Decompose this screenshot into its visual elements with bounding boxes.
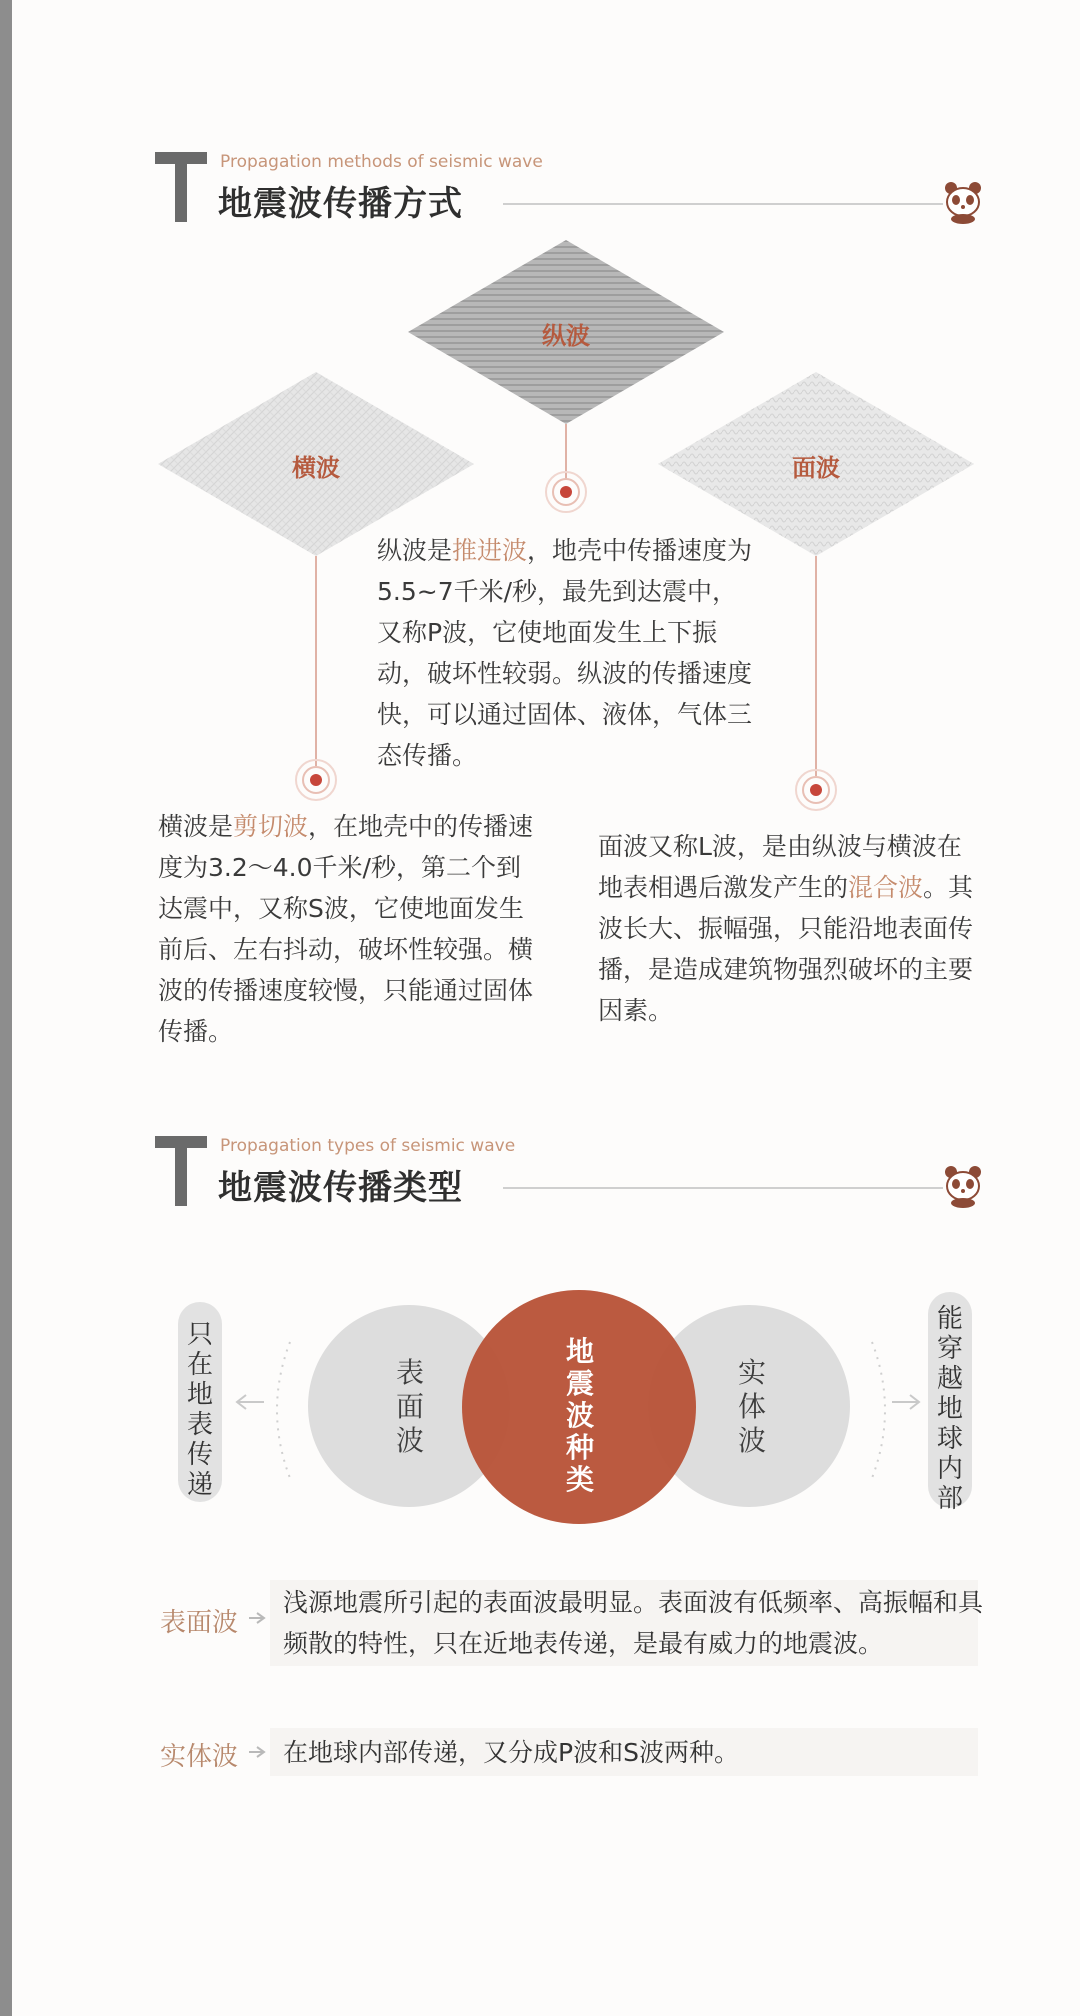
transverse-wave-label: 横波: [292, 454, 340, 482]
paragraph-text: 。其波长大、振幅强，只能沿地表面传播，是造成建筑物强烈破坏的主要因素。: [598, 873, 974, 1025]
section1-title: 地震波传播方式: [218, 184, 463, 224]
section1-subtitle: Propagation methods of seismic wave: [220, 152, 543, 172]
panda-icon: [943, 180, 983, 224]
target-icon: [294, 758, 338, 802]
t-logo: [155, 1136, 207, 1206]
paragraph-text: 面波又称L波，是由纵波与横波在地表相遇后激发产生的: [598, 832, 962, 902]
surface-wave-circle-label: 表 面 波: [395, 1356, 424, 1457]
right-note-text: 能 穿 越 地 球 内 部: [936, 1304, 963, 1514]
divider-line: [503, 1187, 943, 1189]
body-wave-circle-label: 实 体 波: [737, 1356, 766, 1457]
dotted-arc: [870, 1340, 900, 1484]
surface-wave-label: 面波: [792, 454, 840, 482]
seismic-types-label: 地 震 波 种 类: [565, 1335, 594, 1496]
highlight-term: 推进波: [452, 536, 528, 565]
connector-line: [315, 556, 317, 766]
arrow-right-icon: [248, 1744, 266, 1763]
section2-header: [155, 1136, 985, 1216]
highlight-term: 混合波: [848, 873, 924, 902]
target-icon: [794, 768, 838, 812]
row-text-body: 在地球内部传递，又分成P波和S波两种。: [283, 1738, 739, 1767]
row-label-surface: 表面波: [160, 1608, 239, 1638]
t-logo: [155, 152, 207, 222]
row-text-surface: 浅源地震所引起的表面波最明显。表面波有低频率、高振幅和具频散的特性，只在近地表传递，是最有威力的地震波。: [283, 1588, 984, 1658]
highlight-term: 剪切波: [233, 812, 309, 841]
connector-line: [815, 556, 817, 776]
surface-wave-description: [598, 826, 976, 1031]
section2-title: 地震波传播类型: [218, 1168, 463, 1208]
dotted-arc: [262, 1340, 292, 1484]
paragraph-text: 横波是: [158, 812, 234, 841]
target-icon: [544, 470, 588, 514]
paragraph-text: ，在地壳中的传播速度为3.2～4.0千米/秒，第二个到达震中，又称S波，它使地面发生前后、左右抖动，破坏性较强。横波的传播速度较慢，只能通过固体传播。: [158, 812, 534, 1046]
panda-icon: [943, 1164, 983, 1208]
row-label-body: 实体波: [160, 1742, 239, 1772]
transverse-wave-description: [158, 806, 540, 1052]
section1-header: [155, 152, 985, 232]
transverse-wave-diamond: [158, 372, 474, 556]
longitudinal-wave-label: 纵波: [542, 322, 590, 350]
surface-wave-diamond: [658, 372, 974, 556]
left-note-text: 只 在 地 表 传 递: [186, 1320, 213, 1500]
section2-subtitle: Propagation types of seismic wave: [220, 1136, 516, 1156]
paragraph-text: 纵波是: [377, 536, 453, 565]
paragraph-text: ，地壳中传播速度为5.5~7千米/秒，最先到达震中，又称P波，它使地面发生上下振动，破坏性较弱。纵波的传播速度快，可以通过固体、液体，气体三态传播。: [377, 536, 753, 770]
page-edge-bar: [0, 0, 12, 2016]
arrow-right-icon: [248, 1610, 266, 1629]
divider-line: [503, 203, 943, 205]
longitudinal-wave-description: [377, 530, 757, 776]
